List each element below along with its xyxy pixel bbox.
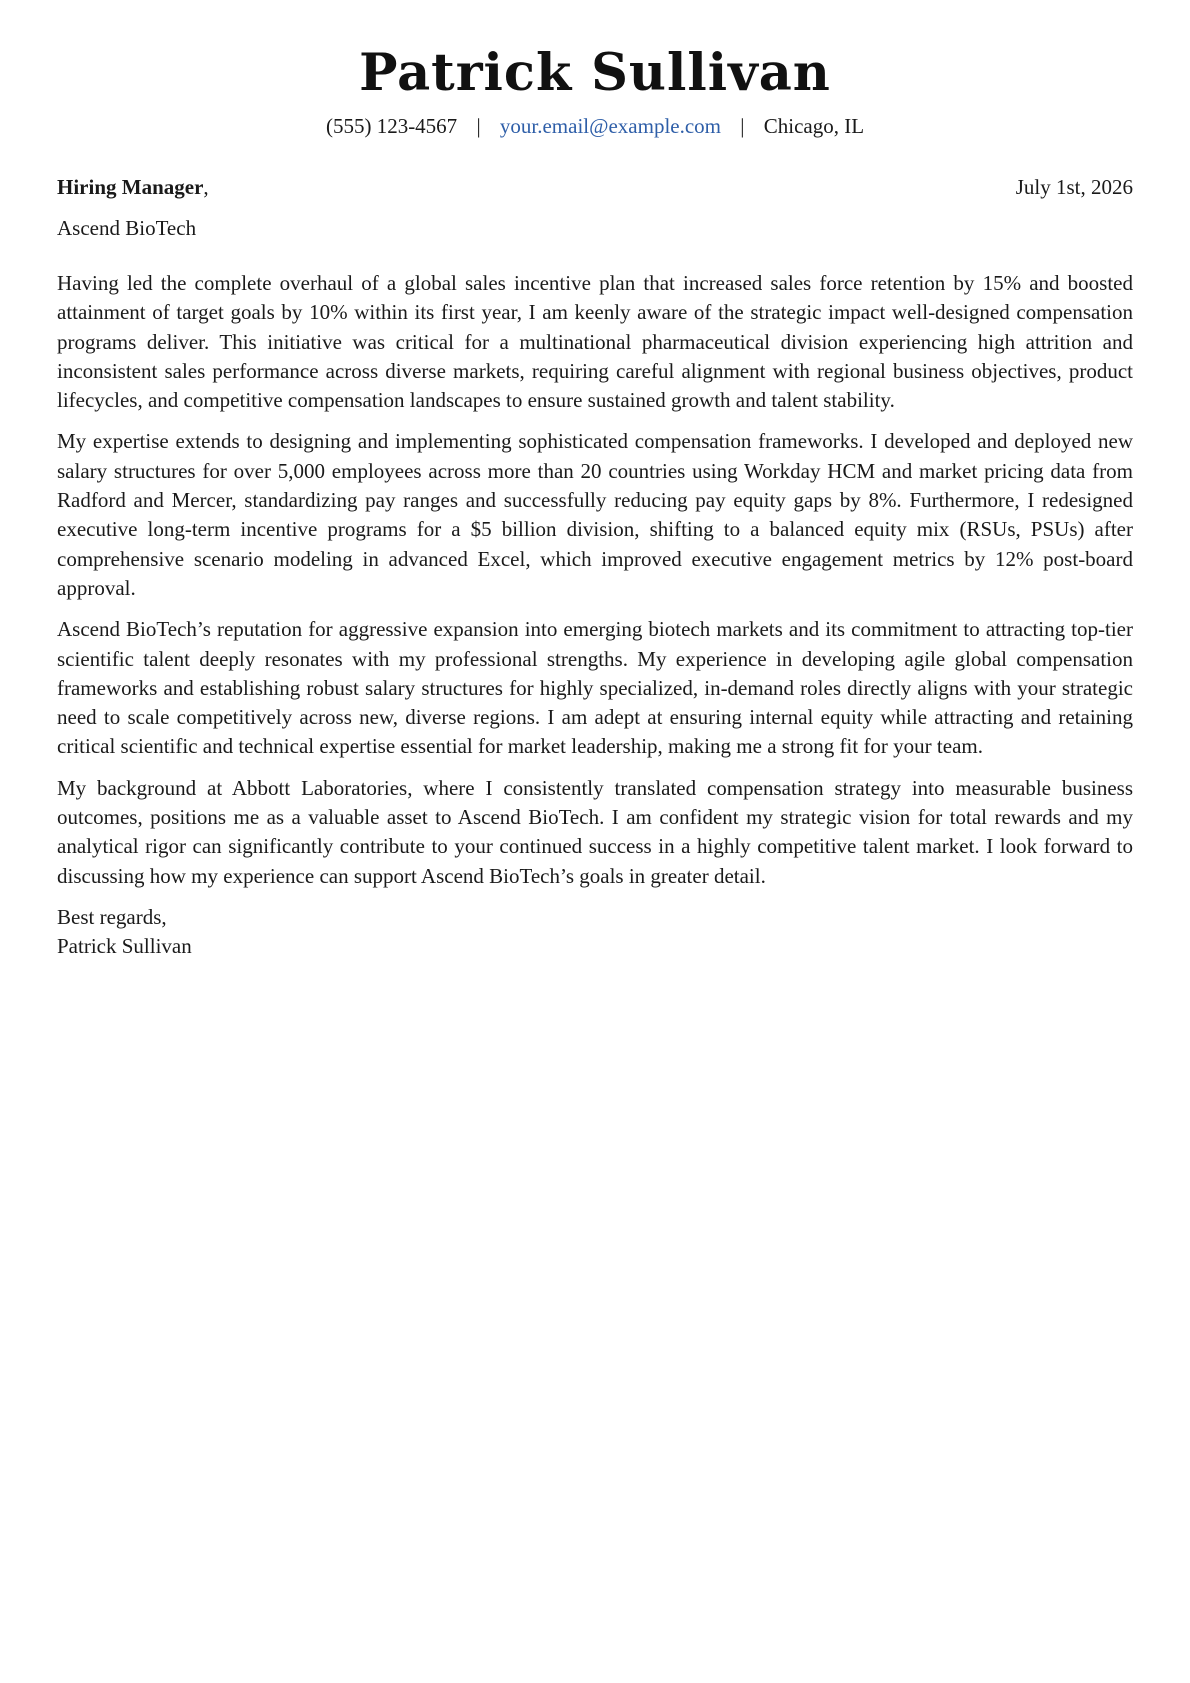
closing-signature: Patrick Sullivan <box>57 934 192 959</box>
email-link[interactable]: your.email@example.com <box>499 114 722 138</box>
phone-number: (555) 123-4567 <box>325 114 458 138</box>
letter-date: July 1st, 2026 <box>1015 175 1133 199</box>
body-paragraph: My background at Abbott Laboratories, where I consistently translated compensation strategy into measurable business outcomes, positions me as a valuable asset to Ascend BioTech. I am confident my strategic vision for total rewards and my analytical rigor can significantly contribute to your continued success in a highly competitive talent market. I look forward to discussing how my experience can support Ascend BioTech’s goals in greater detail. <box>57 775 1133 888</box>
letter-closing <box>57 903 1133 962</box>
recipient-date-row <box>57 174 1133 200</box>
recipient-company: Ascend BioTech <box>57 216 197 240</box>
letter-body <box>57 269 1133 891</box>
recipient-title-suffix: , <box>203 175 209 199</box>
contact-separator: | <box>476 114 481 138</box>
body-paragraph: My expertise extends to designing and implementing sophisticated compensation frameworks. I developed and deployed new salary structures for over 5,000 employees across more than 20 countries using Workday HCM and market pricing data from Radford and Mercer, standardizing pay ranges and successfully reducing pay equity gaps by 8%. Furthermore, I redesigned executive long-term incentive programs for a $5 billion division, shifting to a balanced equity mix (RSUs, PSUs) after comprehensive scenario modeling in advanced Excel, which improved executive engagement metrics by 12% post-board approval. <box>57 429 1133 600</box>
recipient-title: Hiring Manager <box>57 175 204 199</box>
body-paragraph: Having led the complete overhaul of a global sales incentive plan that increased sales force retention by 15% and boosted attainment of target goals by 10% within its first year, I am keenly aware of the strategic impact well-designed compensation programs deliver. This initiative was critical for a multinational pharmaceutical division experiencing high attrition and inconsistent sales performance across diverse markets, requiring careful alignment with regional business objectives, product lifecycles, and competitive compensation landscapes to ensure sustained growth and talent stability. <box>57 271 1133 413</box>
location: Chicago, IL <box>763 114 865 138</box>
contact-line <box>57 113 1133 139</box>
applicant-name: Patrick Sullivan <box>359 43 831 103</box>
contact-separator: | <box>740 114 745 138</box>
body-paragraph: Ascend BioTech’s reputation for aggressive expansion into emerging biotech markets and its commitment to attracting top-tier scientific talent deeply resonates with my professional strengths. My experience in developing agile global compensation frameworks and establishing robust salary structures for highly specialized, in-demand roles directly aligns with your strategic need to scale competitively across new, diverse regions. I am adept at ensuring internal equity while attracting and retaining critical scientific and technical expertise essential for market leadership, making me a strong fit for your team. <box>57 617 1133 759</box>
closing-salutation: Best regards, <box>57 904 167 929</box>
recipient-line <box>57 174 209 200</box>
